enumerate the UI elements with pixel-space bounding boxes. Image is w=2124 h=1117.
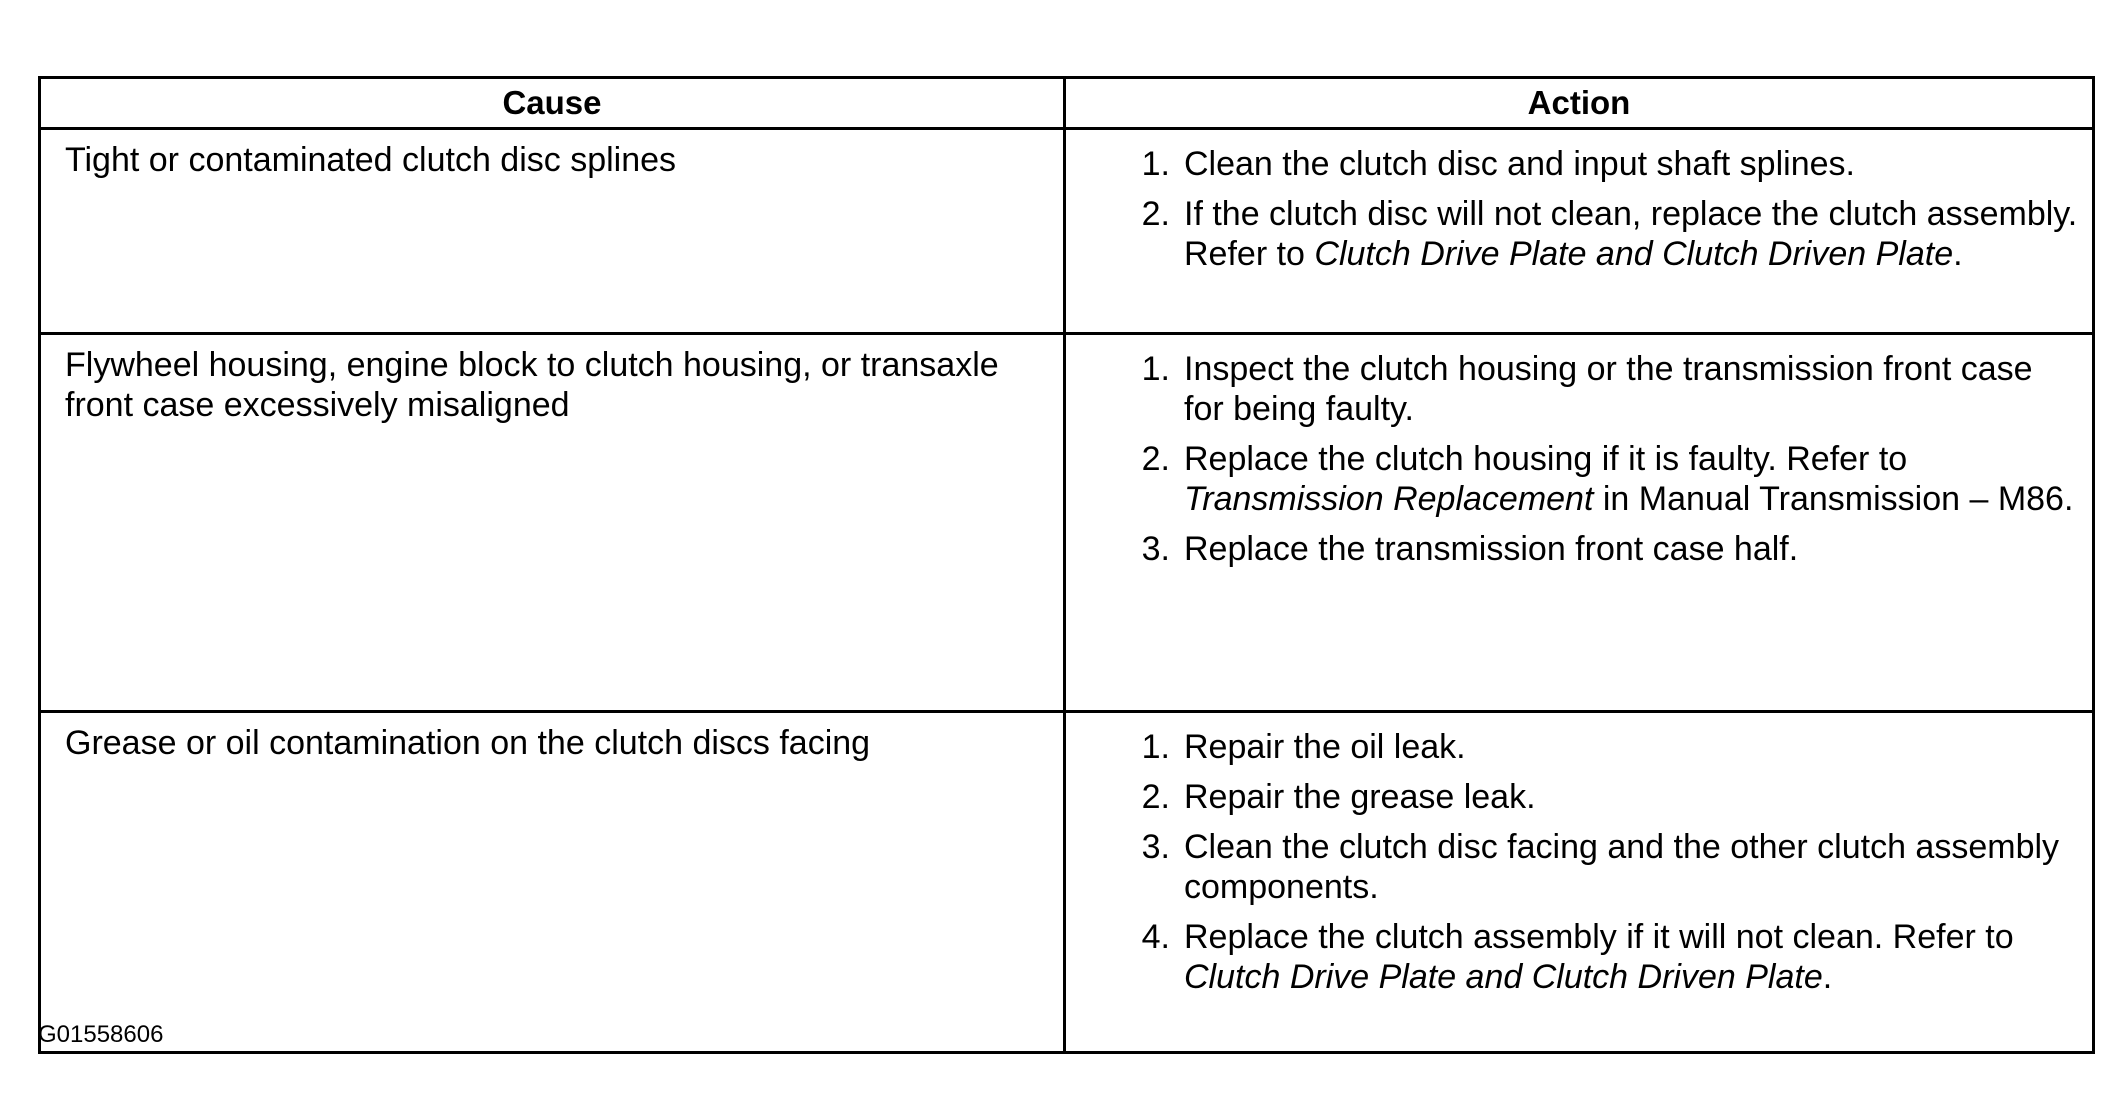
step-text — [1184, 917, 2078, 997]
action-step — [1066, 917, 2078, 997]
table-row — [40, 712, 2094, 1053]
action-step — [1066, 349, 2078, 429]
step-number: 4. — [1141, 918, 1170, 956]
step-number: 1. — [1141, 728, 1170, 766]
action-cell — [1065, 712, 2094, 1053]
procedure-reference: Clutch Drive Plate and Clutch Driven Plate — [1314, 235, 1954, 273]
action-step — [1066, 194, 2078, 274]
step-number: 2. — [1141, 195, 1170, 233]
step-body: Replace the clutch housing if it is faulty. Refer to — [1184, 440, 1908, 478]
step-number: 1. — [1141, 145, 1170, 183]
step-number: 2. — [1141, 778, 1170, 816]
procedure-reference: Transmission Replacement — [1184, 480, 1594, 518]
cause-cell: Tight or contaminated clutch disc splines — [40, 129, 1065, 334]
step-text — [1184, 349, 2078, 429]
step-number: 3. — [1141, 530, 1170, 568]
step-body: Repair the grease leak. — [1184, 778, 1536, 816]
action-cell — [1065, 334, 2094, 712]
procedure-reference: Clutch Drive Plate and Clutch Driven Plate — [1184, 958, 1823, 996]
cause-column-header: Cause — [40, 78, 1065, 129]
cause-cell: Flywheel housing, engine block to clutch housing, or transaxle front case excessively misaligned — [40, 334, 1065, 712]
table-row — [40, 334, 2094, 712]
table-header-row — [40, 78, 2094, 129]
action-step — [1066, 144, 2078, 184]
step-body: If the clutch disc will not clean, replace the clutch assembly. Refer to — [1184, 195, 2078, 273]
table-row — [40, 129, 2094, 334]
step-body: Replace the transmission front case half. — [1184, 530, 1799, 568]
step-tail: . — [1822, 958, 1833, 996]
action-step — [1066, 827, 2078, 907]
action-step — [1066, 777, 2078, 817]
action-step — [1066, 727, 2078, 767]
action-column-header: Action — [1065, 78, 2094, 129]
action-step — [1066, 439, 2078, 519]
figure-id: G01558606 — [38, 1021, 164, 1048]
step-number: 1. — [1141, 350, 1170, 388]
step-number: 3. — [1141, 828, 1170, 866]
step-text — [1184, 777, 2078, 817]
step-body: Repair the oil leak. — [1184, 728, 1466, 766]
action-cell — [1065, 129, 2094, 334]
cause-cell: Grease or oil contamination on the clutch discs facing — [40, 712, 1065, 1053]
step-text — [1184, 827, 2078, 907]
step-body: Inspect the clutch housing or the transmission front case for being faulty. — [1184, 350, 2033, 428]
step-number: 2. — [1141, 440, 1170, 478]
step-text — [1184, 529, 2078, 569]
step-body: Clean the clutch disc facing and the other clutch assembly components. — [1184, 828, 2060, 906]
step-text — [1184, 144, 2078, 184]
step-text — [1184, 194, 2078, 274]
diagnostic-table — [38, 76, 2095, 1054]
step-text — [1184, 439, 2078, 519]
step-body: Replace the clutch assembly if it will not clean. Refer to — [1184, 918, 2014, 956]
step-tail: . — [1953, 235, 1963, 273]
step-text — [1184, 727, 2078, 767]
step-tail: in Manual Transmission – M86. — [1593, 480, 2074, 518]
step-body: Clean the clutch disc and input shaft splines. — [1184, 145, 1855, 183]
action-step — [1066, 529, 2078, 569]
